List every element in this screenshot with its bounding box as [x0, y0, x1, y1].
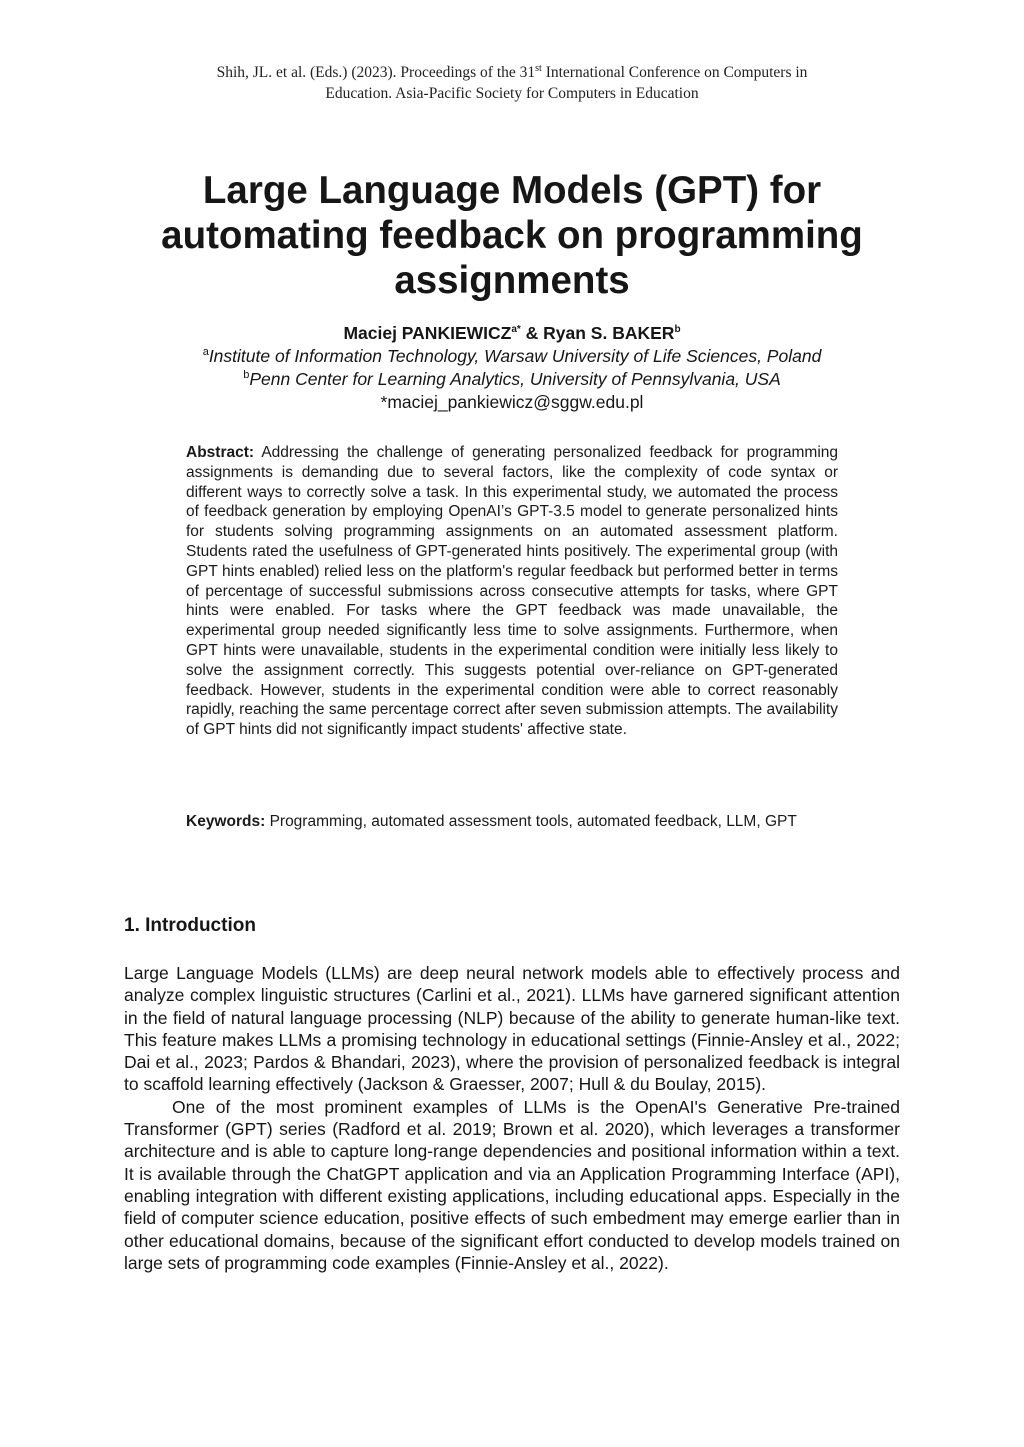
abstract — [186, 443, 838, 740]
abstract-label: Abstract: — [186, 444, 255, 461]
paragraph: Large Language Models (LLMs) are deep neural network models able to effectively process and analyze complex linguistic structures (Carlini et al., 2021). LLMs have garnered significant attention in the field of natural language processing (NLP) because of the ability to generate human-like text. This feature makes LLMs a promising technology in educational settings (Finnie-Ansley et al., 2022; Dai et al., 2023; Pardos & Bhandari, 2023), where the provision of personalized feedback is integral to scaffold learning effectively (Jackson & Graesser, 2007; Hull & du Boulay, 2015). — [124, 963, 900, 1095]
author-1-mark: a* — [511, 324, 521, 336]
keywords-text: Programming, automated assessment tools, automated feedback, LLM, GPT — [269, 813, 797, 830]
keywords-label: Keywords: — [186, 813, 266, 830]
author-separator: & — [520, 323, 544, 343]
paper-title: Large Language Models (GPT) for automating feedback on programming assignments — [161, 169, 863, 302]
ordinal-suffix: st — [535, 62, 542, 74]
author-1: Maciej PANKIEWICZ — [343, 323, 512, 343]
author-2-mark: b — [674, 324, 681, 336]
author-2: Ryan S. BAKER — [543, 323, 675, 343]
keywords — [186, 812, 838, 832]
abstract-text: Addressing the challenge of generating personalized feedback for programming assignments is demanding due to several factors, like the complexity of code syntax or different ways to correctly solve a task. In this experimental study, we automated the process of feedback generation by employing OpenAI’s GPT-3.5 model to generate personalized hints for students solving programming assignments on an automated assessment platform. Students rated the usefulness of GPT-generated hints positively. The experimental group (with GPT hints enabled) relied less on the platform's regular feedback but performed better in terms of percentage of successful submissions across consecutive attempts for tasks, where GPT hints were enabled. For tasks where the GPT feedback was made unavailable, the experimental group needed significantly less time to solve assignments. Furthermore, when GPT hints were unavailable, students in the experimental condition were initially less likely to solve the assignment correctly. This suggests potential over-reliance on GPT-generated feedback. However, students in the experimental condition were able to correct reasonably rapidly, reaching the same percentage correct after seven submission attempts. The availability of GPT hints did not significantly impact students' affective state. — [186, 444, 838, 739]
header-line-2: Education. Asia-Pacific Society for Computers in Education — [325, 85, 699, 102]
corresponding-email: *maciej_pankiewicz@sggw.edu.pl — [380, 392, 644, 412]
introduction-body — [124, 962, 900, 1274]
affiliation-b: $^b$Penn Center for Learning Analytics, University of Pennsylvania, USA — [243, 369, 781, 389]
author-block — [112, 322, 912, 414]
paragraph: One of the most prominent examples of LLMs is the OpenAI's Generative Pre-trained Transformer (GPT) series (Radford et al. 2019; Brown et al. 2020), which leverages a transformer architecture and is able to capture long-range dependencies and positional information within a text. It is available through the ChatGPT application and via an Application Programming Interface (API), enabling integration with different existing applications, including educational apps. Especially in the field of computer science education, positive effects of such embedment may emerge earlier than in other educational domains, because of the significant effort conducted to develop models trained on large sets of programming code examples (Finnie-Ansley et al., 2022). — [124, 1096, 900, 1273]
header-line-1: Shih, JL. et al. (Eds.) (2023). Proceedings of the 31st International Conference on Computers in — [216, 62, 808, 81]
author-names — [112, 322, 912, 345]
proceedings-header — [120, 62, 904, 104]
affiliation-a: $^a$Institute of Information Technology, Warsaw University of Life Sciences, Poland — [202, 346, 822, 366]
section-heading-introduction: 1. Introduction — [124, 915, 256, 936]
